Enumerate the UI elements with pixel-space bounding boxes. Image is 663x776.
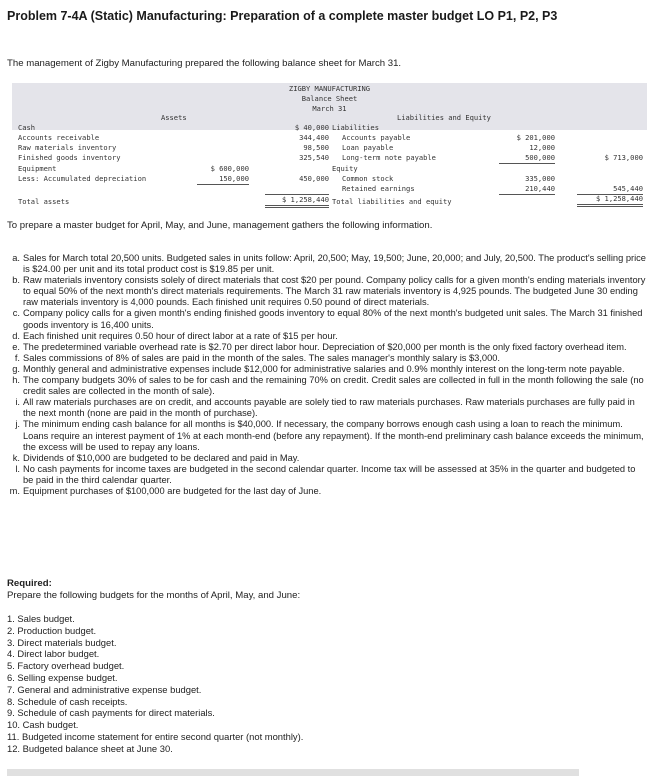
list-item: k. Dividends of $10,000 are budgeted to be declared and paid in May. [12, 452, 300, 463]
list-item: b. Raw materials inventory consists solely of direct materials that cost $20 per pound. Company policy calls for a given month's ending materials inventory to equal 50% of the next month's direct materials requirements. The March 31 raw materials inventory is 4,925 pounds. The budgeted June 30 ending raw materials inventory is 4,000 pounds. Each finished unit requires 0.50 pound of direct materials. [12, 275, 646, 308]
list-item: l. No cash payments for income taxes are budgeted in the second calendar quarter. Income tax will be assessed at 35% in the quarter and budgeted to be paid in the third calendar quarter. [15, 463, 636, 485]
prep-text: To prepare a master budget for April, May, and June, management gathers the following information. [7, 220, 433, 231]
list-item: d. Each finished unit requires 0.50 hour of direct labor at a rate of $15 per hour. [12, 330, 338, 341]
bs-ar-label: Accounts receivable [18, 133, 100, 142]
list-item: 12. Budgeted balance sheet at June 30. [7, 742, 173, 754]
list-item: 3. Direct materials budget. [7, 636, 117, 648]
bs-loan-label: Loan payable [342, 143, 394, 152]
bs-raw: 98,500 [303, 143, 329, 152]
bs-name: Balance Sheet [301, 94, 358, 103]
list-item: a. Sales for March total 20,500 units. Budgeted sales in units follow: April, 20,500; May, 19,500; June, 20,000; and July, 20,500. The product's selling price is $24.00 per unit and its total product cost is $19.85 per unit. [12, 253, 646, 275]
info-list [7, 253, 647, 497]
bs-assets-header: Assets [161, 113, 187, 122]
bs-liabilities-label: Liabilities [332, 123, 379, 132]
list-item: h. The company budgets 30% of sales to be for cash and the remaining 70% on credit. Credit sales are collected in full in the month following the sale (no credit sales are collected in the month of sale). [12, 375, 644, 397]
list-item: 4. Direct labor budget. [7, 648, 100, 660]
required-list [7, 613, 303, 755]
bs-re: 210,440 [499, 184, 555, 195]
bs-total-le: $ 1,258,440 [577, 194, 643, 207]
bs-equip-net: 450,000 [299, 174, 329, 183]
bs-total-assets-label: Total assets [18, 197, 70, 206]
list-item: i. All raw materials purchases are on credit, and accounts payable are solely tied to raw materials purchases. Raw materials purchases are fully paid in the next month (none are paid in the month of purchase). [15, 397, 635, 419]
list-item: 10. Cash budget. [7, 719, 79, 731]
list-item: 2. Production budget. [7, 624, 97, 636]
bs-dep-label: Less: Accumulated depreciation [18, 174, 147, 183]
bs-ap-label: Accounts payable [342, 133, 411, 142]
bs-total-le-label: Total liabilities and equity [332, 197, 452, 206]
required-heading: Required: [7, 578, 52, 589]
bottom-scroll-bar[interactable] [7, 769, 579, 776]
bs-ltnote: 500,000 [499, 153, 555, 164]
bs-total-equity: 545,440 [577, 184, 643, 195]
bs-cash: $ 40,000 [294, 123, 329, 132]
list-item: j. The minimum ending cash balance for all months is $40,000. If necessary, the company borrows enough cash using a loan to reach the minimum. Loans require an interest payment of 1% at each month-end (before any repayment). If the month-end preliminary cash balance exceeds the minimum, the excess will be used to repay any loans. [15, 419, 644, 452]
bs-equip-label: Equipment [18, 164, 57, 173]
bs-fg: 325,540 [299, 153, 329, 162]
bs-ltnote-label: Long-term note payable [342, 153, 436, 162]
list-item: e. The predetermined variable overhead rate is $2.70 per direct labor hour. Depreciation of $20,000 per month is the only fixed factory overhead item. [12, 341, 627, 352]
bs-total-liab: $ 713,000 [604, 153, 643, 162]
list-item: f. Sales commissions of 8% of sales are paid in the month of the sales. The sales manager's monthly salary is $3,000. [14, 352, 501, 363]
bs-dep: 150,000 [197, 174, 249, 185]
list-item: 6. Selling expense budget. [7, 671, 118, 683]
list-item: 8. Schedule of cash receipts. [7, 695, 128, 707]
required-section [7, 578, 300, 602]
bs-equity-label: Equity [332, 164, 358, 173]
bs-equip: $ 600,000 [210, 164, 249, 173]
bs-cash-label: Cash [18, 123, 36, 132]
list-item: 11. Budgeted income statement for entire second quarter (not monthly). [7, 730, 304, 742]
bs-cs-label: Common stock [342, 174, 394, 183]
problem-title: Problem 7-4A (Static) Manufacturing: Preparation of a complete master budget LO P1, P2, P3 [7, 9, 558, 23]
list-item: 7. General and administrative expense budget. [7, 683, 202, 695]
bs-ap: $ 201,000 [516, 133, 555, 142]
bs-total-assets: $ 1,258,440 [265, 194, 329, 208]
bs-date: March 31 [312, 104, 347, 113]
bs-re-label: Retained earnings [342, 184, 415, 193]
bs-company: ZIGBY MANUFACTURING [288, 84, 371, 93]
bs-ar: 344,400 [299, 133, 329, 142]
bs-liab-header: Liabilities and Equity [397, 113, 491, 122]
bs-loan: 12,000 [529, 143, 555, 152]
list-item: c. Company policy calls for a given month's ending finished goods inventory to equal 80% of the next month's budgeted unit sales. The March 31 finished goods inventory is 16,400 units. [12, 308, 643, 330]
list-item: 1. Sales budget. [7, 613, 75, 624]
intro-text: The management of Zigby Manufacturing prepared the following balance sheet for March 31. [7, 58, 402, 69]
list-item: g. Monthly general and administrative expenses include $12,000 for administrative salaries and 0.9% monthly interest on the long-term note payable. [12, 363, 625, 374]
list-item: m. Equipment purchases of $100,000 are budgeted for the last day of June. [9, 485, 322, 496]
bs-raw-label: Raw materials inventory [18, 143, 117, 152]
balance-sheet [7, 80, 652, 208]
bs-cs: 335,000 [525, 174, 555, 183]
list-item: 9. Schedule of cash payments for direct materials. [7, 707, 215, 719]
list-item: 5. Factory overhead budget. [7, 660, 125, 672]
bs-fg-label: Finished goods inventory [18, 153, 121, 162]
required-text: Prepare the following budgets for the months of April, May, and June: [7, 589, 301, 601]
